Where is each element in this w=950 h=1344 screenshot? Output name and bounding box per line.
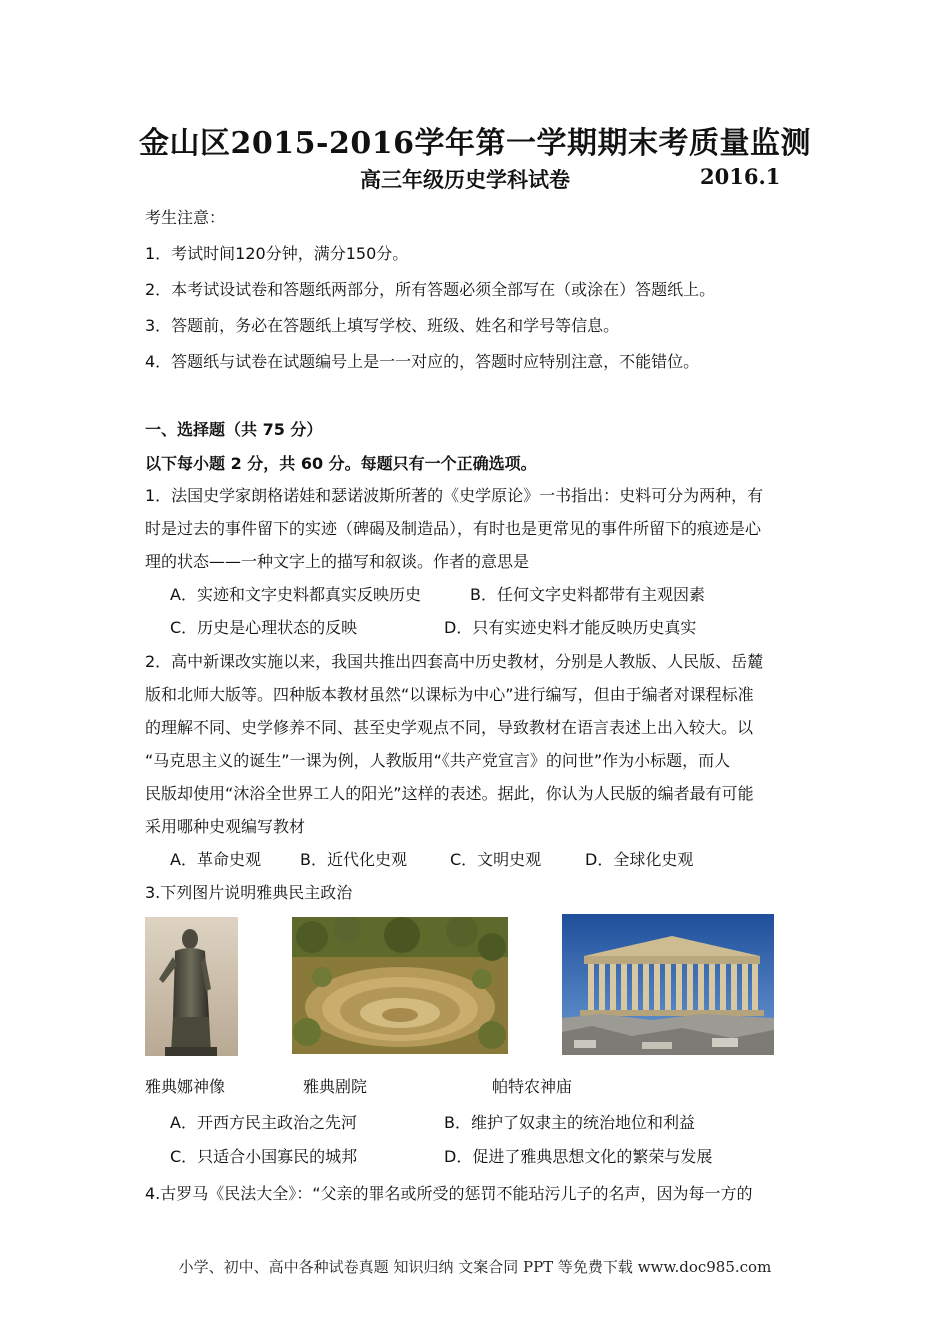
exam-date: 2016.1 [700, 164, 781, 189]
question-2-line: 采用哪种史观编写教材 [145, 817, 306, 836]
q2-option-d: D．全球化史观 [585, 850, 694, 869]
q2-option-c: C．文明史观 [450, 850, 542, 869]
question-1-line: 理的状态——一种文字上的描写和叙谈。作者的意思是 [145, 552, 530, 571]
section-instruction: 以下每小题 2 分，共 60 分。每题只有一个正确选项。 [145, 454, 537, 473]
notice-item: 2．本考试设试卷和答题纸两部分，所有答题必须全部写在（或涂在）答题纸上。 [145, 280, 716, 299]
q2-option-a: A．革命史观 [170, 850, 261, 869]
q3-option-a: A．开西方民主政治之先河 [170, 1113, 357, 1132]
q3-option-c: C．只适合小国寡民的城邦 [170, 1147, 358, 1166]
caption-parthenon: 帕特农神庙 [492, 1077, 573, 1096]
question-1-line: 1．法国史学家朗格诺娃和瑟诺波斯所著的《史学原论》一书指出：史料可分为两种，有 [145, 486, 764, 505]
notice-item: 3．答题前，务必在答题纸上填写学校、班级、姓名和学号等信息。 [145, 316, 620, 335]
q1-option-c: C．历史是心理状态的反映 [170, 618, 358, 637]
question-2-line: 版和北师大版等。四种版本教材虽然“以课标为中心”进行编写，但由于编者对课程标准 [145, 685, 754, 704]
notice-item: 4．答题纸与试卷在试题编号上是一一对应的，答题时应特别注意，不能错位。 [145, 352, 700, 371]
notice-item: 1．考试时间120分钟，满分150分。 [145, 244, 409, 263]
athens-theater-image [292, 917, 508, 1054]
exam-title: 金山区2015-2016学年第一学期期末考质量监测 [139, 126, 811, 161]
q2-option-b: B．近代化史观 [300, 850, 407, 869]
parthenon-image [562, 914, 774, 1055]
caption-theater: 雅典剧院 [303, 1077, 368, 1096]
question-3-stem: 3.下列图片说明雅典民主政治 [145, 883, 353, 902]
q3-option-d: D．促进了雅典思想文化的繁荣与发展 [444, 1147, 713, 1166]
q1-option-d: D．只有实迹史料才能反映历史真实 [444, 618, 697, 637]
question-2-line: 的理解不同、史学修养不同、甚至史学观点不同，导致教材在语言表述上出入较大。以 [145, 718, 754, 737]
question-2-line: 2．高中新课改实施以来，我国共推出四套高中历史教材，分别是人教版、人民版、岳麓 [145, 652, 764, 671]
q3-option-b: B．维护了奴隶主的统治地位和利益 [444, 1113, 695, 1132]
caption-athena: 雅典娜神像 [145, 1077, 226, 1096]
question-1-line: 时是过去的事件留下的实迹（碑碣及制造品），有时也是更常见的事件所留下的痕迹是心 [145, 519, 762, 538]
exam-subtitle: 高三年级历史学科试卷 [360, 167, 570, 192]
question-2-line: 民版却使用“沐浴全世界工人的阳光”这样的表述。据此，你认为人民版的编者最有可能 [145, 784, 754, 803]
page-footer: 小学、初中、高中各种试卷真题 知识归纳 文案合同 PPT 等免费下载 www.doc985.com [178, 1258, 772, 1276]
question-2-line: “马克思主义的诞生”一课为例，人教版用“《共产党宣言》的问世”作为小标题，而人 [145, 751, 731, 770]
question-4-stem: 4.古罗马《民法大全》：“父亲的罪名或所受的惩罚不能玷污儿子的名声，因为每一方的 [145, 1184, 753, 1203]
notice-heading: 考生注意： [145, 208, 226, 227]
athena-statue-image [145, 917, 238, 1056]
q1-option-a: A．实迹和文字史料都真实反映历史 [170, 585, 421, 604]
q1-option-b: B．任何文字史料都带有主观因素 [470, 585, 705, 604]
section-heading: 一、选择题（共 75 分） [145, 420, 323, 439]
